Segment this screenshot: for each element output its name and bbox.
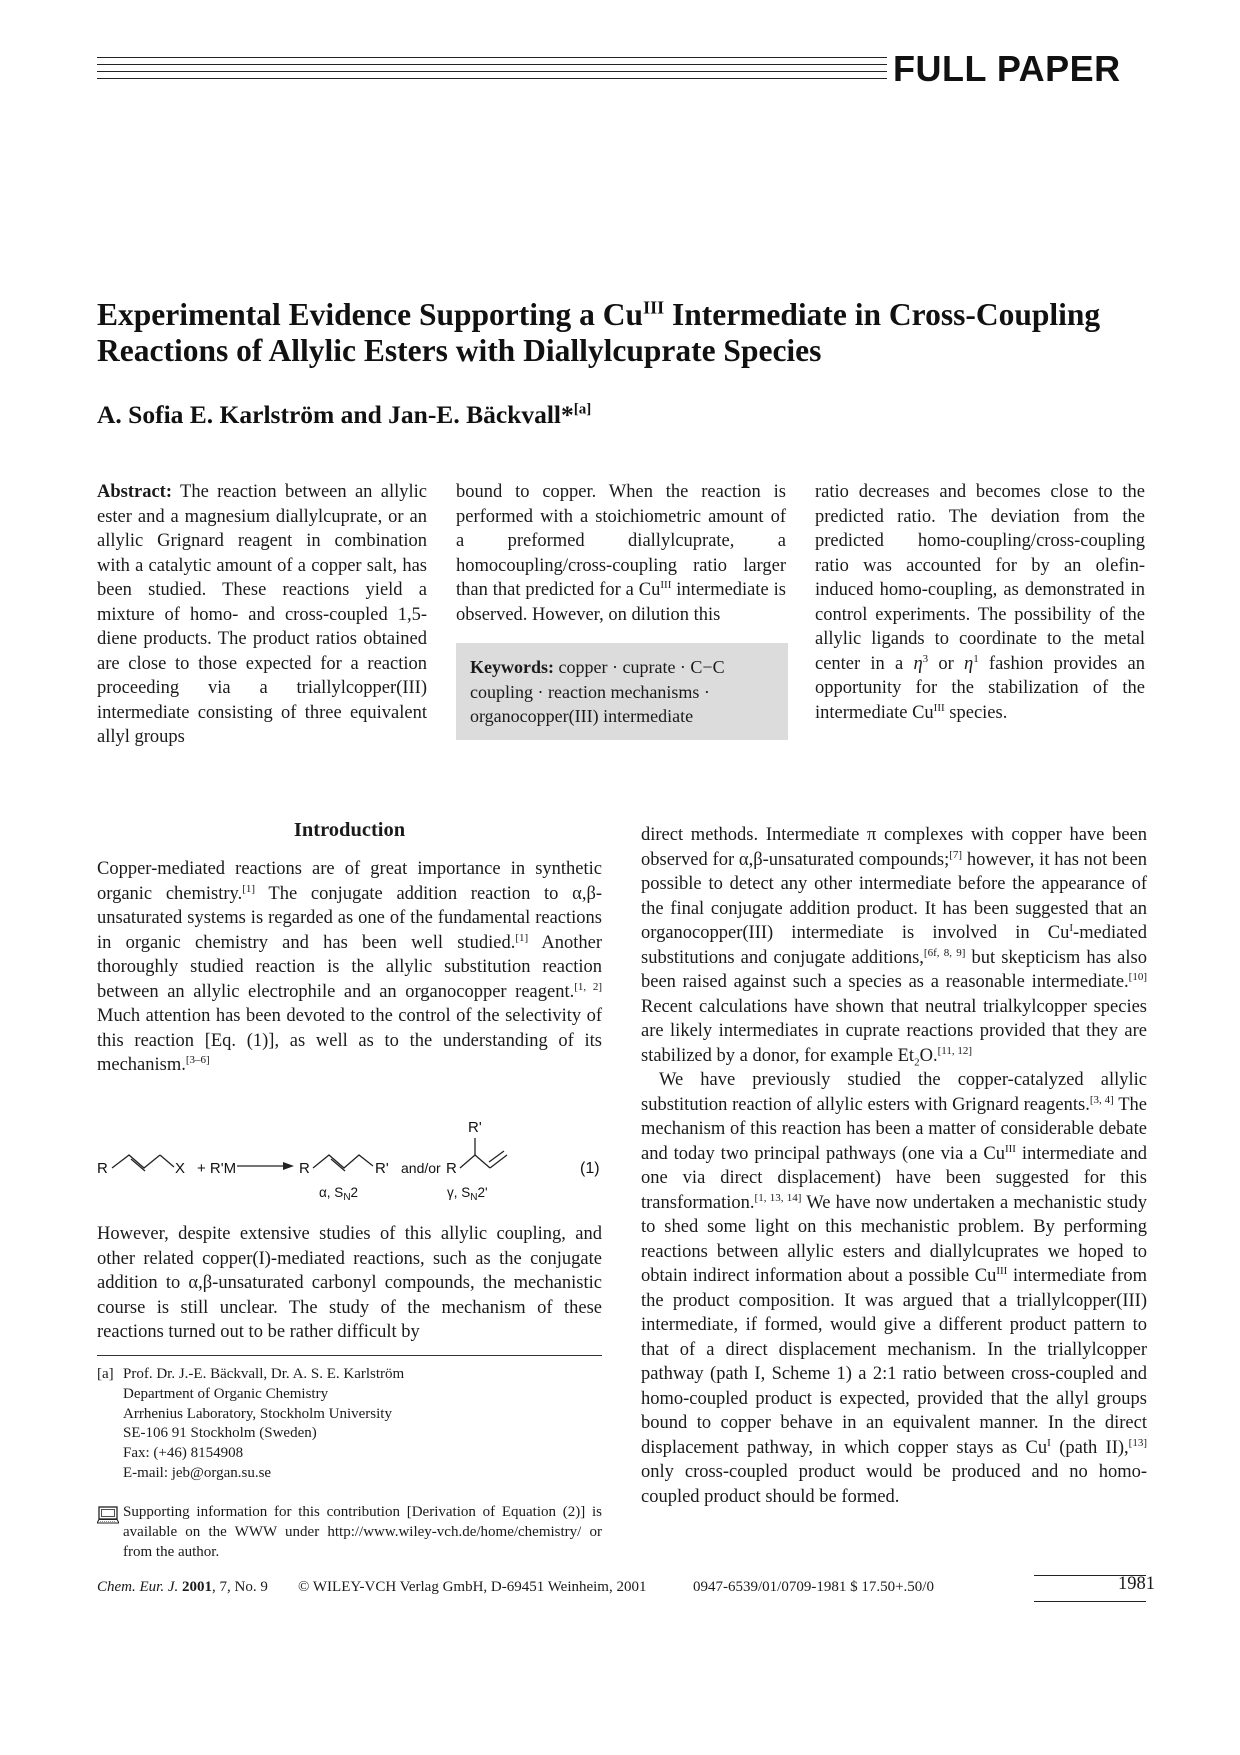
authors: A. Sofia E. Karlström and Jan-E. Bäckvall*[a] [97, 400, 592, 429]
abstract-col-1: Abstract: The reaction between an allylic ester and a magnesium diallylcuprate, or an allylic Grignard reagent in combination with a catalytic amount of a copper salt, has been studied. These reactions yield a mixture of homo- and cross-coupled 1,5-diene products. The product ratios obtained are close to those expected for a reaction proceeding via a triallylcopper(III) intermediate consisting of three equivalent allyl groups [97, 482, 427, 747]
eq-reactant-r: R [97, 1160, 108, 1177]
footer-journal: Chem. Eur. J. 2001, 7, No. 9 [97, 1579, 268, 1595]
eq-leaving-group-x: X [175, 1160, 186, 1177]
eq-number: (1) [580, 1160, 600, 1177]
eq-reagent: + R'M [197, 1160, 237, 1177]
computer-icon [97, 1506, 119, 1526]
right-paragraph-2: We have previously studied the copper-catalyzed allylic substitution reaction of allylic esters with Grignard reagents.[3, 4] The mechanism of this reaction has been a matter of considerable debate and today two principal pathways (one via a $Cu^{III}$ intermediate and one via direct displacement) have been suggested for this transformation.[1, 13, 14] We have now undertaken a mechanistic study to shed some light on this mechanistic problem. By performing reactions between allylic esters and diallylcuprates we hoped to obtain indirect information about a possible $Cu^{III}$ intermediate from the product composition. It was argued that a triallylcopper(III) intermediate, if formed, would give a different product pattern to that of a direct displacement mechanism. In the triallylcopper pathway (path I, Scheme 1) a 2:1 ratio between cross-coupled and homo-coupled product is expected, provided that the allyl groups bound to copper behave in an equivalent manner. In the direct displacement pathway, in which copper stays as $Cu^I$ (path II),[13] only cross-coupled product would be produced and no homo-coupled product should be formed. [641, 1070, 1147, 1507]
footnote-line: Department of Organic Chemistry [123, 1385, 329, 1402]
footer-copyright: © WILEY-VCH Verlag GmbH, D-69451 Weinheim, 2001 [298, 1579, 647, 1595]
footnote-line: Fax: (+46) 8154908 [123, 1445, 244, 1462]
keywords-box: Keywords: copper · cuprate · C−C coupling · reaction mechanisms · organocopper(III) intermediate [456, 643, 788, 740]
footnote-label: [a] [97, 1366, 114, 1382]
eq-andor: and/or [401, 1160, 441, 1176]
eq-alpha-label: α, $S_N2$ [319, 1185, 359, 1203]
abstract-col-2: bound to copper. When the reaction is performed with a stoichiometric amount of a preformed diallylcuprate, a homocoupling/cross-coupling ratio larger than that predicted for a $Cu^{III}$ intermediate is observed. However, on dilution this [456, 482, 786, 625]
footnote-line: Arrhenius Laboratory, Stockholm University [123, 1405, 392, 1422]
eq-gamma-label: γ, $S_N2'$ [447, 1185, 488, 1203]
eq-gamma-product-r-prime: R' [468, 1119, 482, 1136]
introduction-paragraph-2: However, despite extensive studies of this allylic coupling, and other related copper(I)-mediated reactions, such as the conjugate addition to α,β-unsaturated carbonyl compounds, the mechanistic course is still unclear. The study of the mechanism of these reactions turned out to be rather difficult by [97, 1224, 602, 1342]
right-column-text [641, 823, 1147, 1509]
footer-rule [1034, 1601, 1146, 1602]
footnote-line: Prof. Dr. J.-E. Bäckvall, Dr. A. S. E. Karlström [123, 1366, 405, 1382]
equation-1-scheme [97, 1110, 607, 1205]
introduction-paragraph-1: Copper-mediated reactions are of great importance in synthetic organic chemistry.[1] The conjugate addition reaction to α,β-unsaturated systems is regarded as one of the fundamental reactions in organic chemistry and has been well studied.[1] Another thoroughly studied reaction is the allylic substitution reaction between an allylic electrophile and an organocopper reagent.[1, 2] Much attention has been devoted to the control of the selectivity of this reaction [Eq. (1)], as well as to the understanding of its mechanism.[3–6] [97, 859, 603, 1075]
footnote-line: E-mail: jeb@organ.su.se [123, 1464, 272, 1481]
abstract-col-3: ratio decreases and becomes close to the predicted ratio. The deviation from the predicted homo-coupling/cross-coupling ratio was accounted for by an olefin-induced homo-coupling, as demonstrated in control experiments. The possibility of the allylic ligands to coordinate to the metal center in a $\eta^3$ or $\eta^1$ fashion provides an opportunity for the stabilization of the intermediate $Cu^{III}$ species. [815, 482, 1145, 723]
abstract-label: Abstract: [97, 482, 173, 502]
footnote-line: SE-106 91 Stockholm (Sweden) [123, 1425, 317, 1442]
affiliation-footnote [97, 1365, 602, 1560]
eq-product-r: R [299, 1160, 310, 1177]
introduction-heading: Introduction [293, 819, 406, 841]
keywords-label: Keywords: [470, 657, 554, 677]
header-rule-lines [97, 57, 887, 83]
eq-product-r-prime: R' [375, 1160, 389, 1177]
article-title: Experimental Evidence Supporting a $Cu^{III}$ Intermediate in Cross-Coupling Reactions of Allylic Esters with Diallylcuprate Species [97, 297, 1101, 368]
supporting-info-note: Supporting information for this contribution [Derivation of Equation (2)] is available on the WWW under http://www.wiley-vch.de/home/chemistry/ or from the author. [97, 1503, 602, 1562]
page-number: 1981 [1118, 1574, 1155, 1594]
footnote-rule [97, 1355, 602, 1356]
right-paragraph-1: direct methods. Intermediate π complexes with copper have been observed for α,β-unsaturated compounds;[7] however, it has not been possible to detect any other intermediate before the appearance of the final conjugate addition product. It has been suggested that an organocopper(III) intermediate is involved in $Cu^I$-mediated substitutions and conjugate additions,[6f, 8, 9] but skepticism has also been raised against such a species as a reasonable intermediate.[10] Recent calculations have shown that neutral trialkylcopper species are likely intermediates in cuprate reactions provided that they are stabilized by a donor, for example $Et_2O.[11, 12]$ [641, 825, 1147, 1069]
section-label: FULL PAPER [893, 48, 1121, 89]
eq-gamma-product-r: R [446, 1160, 457, 1177]
footer-issn: 0947-6539/01/0709-1981 $ 17.50+.50/0 [693, 1579, 934, 1595]
